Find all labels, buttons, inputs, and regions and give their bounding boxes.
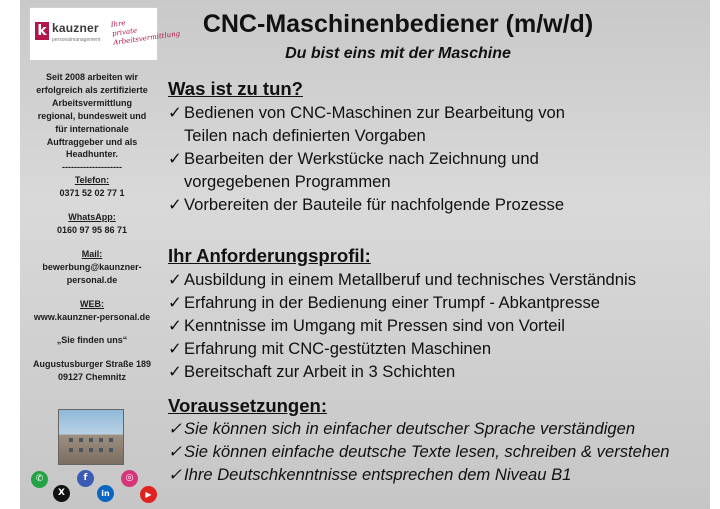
intro-line: Seit 2008 arbeiten wir <box>45 72 139 82</box>
company-logo <box>29 7 181 61</box>
phone-label: Telefon: <box>74 175 110 186</box>
web-link[interactable]: www.kaunzner-personal.de <box>33 311 151 322</box>
logo-mark: k <box>35 22 49 40</box>
address-street: Augustusburger Straße 189 <box>32 359 152 370</box>
check-icon: ✓ <box>168 362 182 381</box>
profile-list <box>168 268 708 383</box>
requirements-list <box>168 417 708 486</box>
logo-slogan: Ihre private Arbeitsvermittlung <box>110 18 181 47</box>
intro-line: für internationale <box>55 123 129 134</box>
list-item: ✓ Sie können einfache deutsche Texte lesen, schreiben & verstehen <box>168 442 670 461</box>
linkedin-icon[interactable]: in <box>97 485 114 502</box>
check-icon: ✓ <box>168 103 182 122</box>
check-icon: ✓ <box>168 465 182 484</box>
mail-label: Mail: <box>81 248 103 259</box>
check-icon: ✓ <box>168 442 182 461</box>
list-item: ✓ Ausbildung in einem Metallberuf und technisches Verständnis <box>168 270 636 289</box>
list-item: ✓ Bereitschaft zur Arbeit in 3 Schichten <box>168 362 456 381</box>
list-item: ✓ Sie können sich in einfacher deutscher Sprache verständigen <box>168 419 636 438</box>
find-us-slogan: „Sie finden uns“ <box>56 335 128 346</box>
facebook-icon[interactable]: f <box>77 470 94 487</box>
divider: -------------------- <box>62 162 122 173</box>
office-building-image <box>58 409 124 465</box>
list-item: ✓ Kenntnisse im Umgang mit Pressen sind von Vorteil <box>168 316 565 335</box>
phone-number[interactable]: 0371 52 02 77 1 <box>59 188 125 199</box>
list-item: ✓ Ihre Deutschkenntnisse entsprechen dem Niveau B1 <box>168 465 572 484</box>
section-heading-requirements: Voraussetzungen: <box>168 395 327 416</box>
check-icon: ✓ <box>168 149 182 168</box>
tasks-list <box>168 101 708 216</box>
whatsapp-number[interactable]: 0160 97 95 86 71 <box>56 224 128 235</box>
list-item: ✓ Vorbereiten der Bauteile für nachfolgende Prozesse <box>168 195 565 214</box>
whatsapp-label: WhatsApp: <box>68 212 116 223</box>
mail-address-cont[interactable]: personal.de <box>66 274 118 285</box>
check-icon: ✓ <box>168 293 182 312</box>
job-title: CNC-Maschinenbediener (m/w/d) <box>202 10 594 38</box>
section-heading-tasks: Was ist zu tun? <box>168 78 303 99</box>
section-heading-profile: Ihr Anforderungsprofil: <box>168 245 371 266</box>
check-icon: ✓ <box>168 339 182 358</box>
company-info <box>24 71 160 384</box>
check-icon: ✓ <box>168 195 182 214</box>
intro-line: erfolgreich als zertifizierte <box>36 84 148 95</box>
x-icon[interactable]: X <box>53 485 70 502</box>
mail-address[interactable]: bewerbung@kaunzner- <box>42 261 142 272</box>
check-icon: ✓ <box>168 270 182 289</box>
check-icon: ✓ <box>168 316 182 335</box>
list-item: ✓ Bedienen von CNC-Maschinen zur Bearbeitung von Teilen nach definierten Vorgaben <box>168 103 565 145</box>
intro-line: Arbeitsvermittlung <box>51 97 132 108</box>
intro-line: regional, bundesweit und <box>37 110 147 121</box>
instagram-icon[interactable]: ◎ <box>121 470 138 487</box>
logo-sub-text: personalmanagement <box>52 37 101 43</box>
list-item: ✓ Erfahrung mit CNC-gestützten Maschinen <box>168 339 492 358</box>
list-item: ✓ Bearbeiten der Werkstücke nach Zeichnung und vorgegebenen Programmen <box>168 149 539 191</box>
whatsapp-icon[interactable]: ✆ <box>31 471 48 488</box>
youtube-icon[interactable]: ▶ <box>140 486 157 503</box>
address-city: 09127 Chemnitz <box>57 372 127 383</box>
intro-line: Auftraggeber und als <box>46 136 138 147</box>
check-icon: ✓ <box>168 419 182 438</box>
web-label: WEB: <box>80 298 104 309</box>
intro-line: Headhunter. <box>65 149 118 160</box>
list-item: ✓ Erfahrung in der Bedienung einer Trumpf - Abkantpresse <box>168 293 601 312</box>
job-subtitle: Du bist eins mit der Maschine <box>285 45 511 62</box>
logo-brand-text: kauzner <box>52 21 99 35</box>
